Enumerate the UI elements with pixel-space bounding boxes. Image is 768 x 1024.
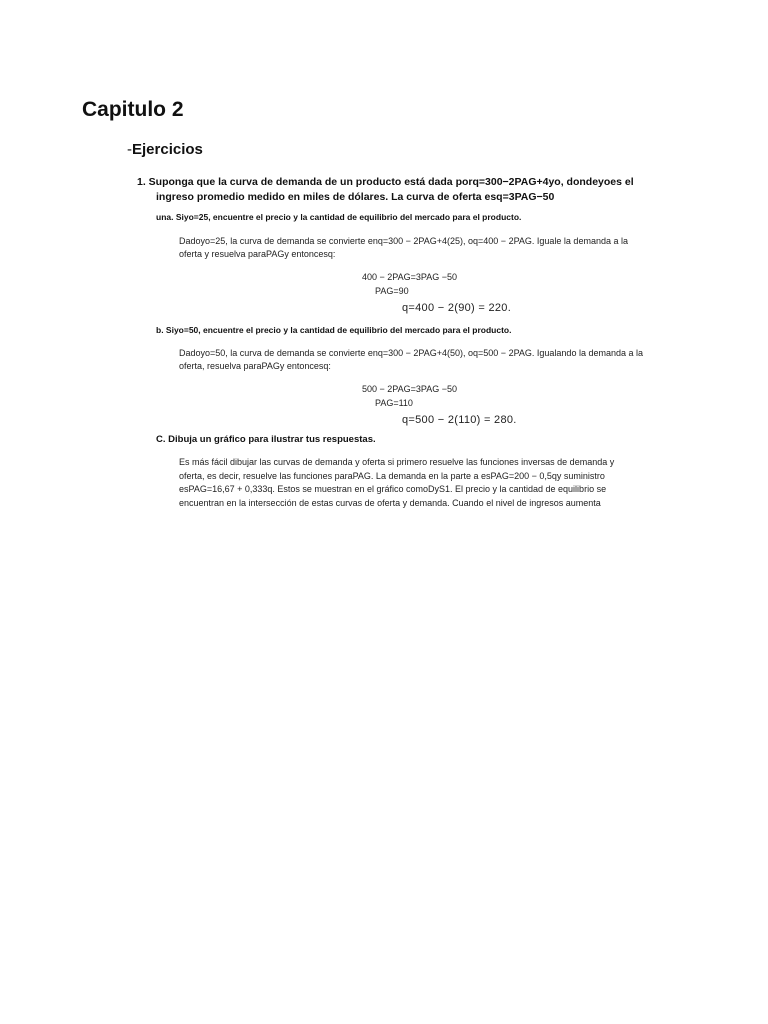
part-c-heading: C. Dibuja un gráfico para ilustrar tus respuestas. xyxy=(156,434,376,445)
part-a-para-line-2: oferta y resuelva paraPAGy entoncesq: xyxy=(179,248,336,259)
part-a-heading: una. Siyo=25, encuentre el precio y la cantidad de equilibrio del mercado para el producto. xyxy=(156,212,522,222)
part-b-para-line-2: oferta, resuelva paraPAGy entoncesq: xyxy=(179,360,331,371)
part-b-heading: b. Siyo=50, encuentre el precio y la cantidad de equilibrio del mercado para el producto. xyxy=(156,325,512,335)
part-c-paragraph xyxy=(179,456,699,510)
section-title xyxy=(127,141,203,158)
section-dash: - xyxy=(127,141,132,158)
part-b-equation-1: 500 − 2PAG=3PAG −50 xyxy=(362,384,457,394)
section-title-text: Ejercicios xyxy=(132,141,203,158)
problem-line-2: ingreso promedio medido en miles de dólares. La curva de oferta esq=3PAG−50 xyxy=(156,191,555,203)
part-c-para-line-2: oferta, es decir, resuelve las funciones paraPAG. La demanda en la parte a esPAG=200 − 0,5qy suministro xyxy=(179,470,605,481)
part-b-equation-2: PAG=110 xyxy=(375,398,413,408)
part-a-equation-2: PAG=90 xyxy=(375,286,409,296)
part-b-equation-3: q=500 − 2(110) = 280. xyxy=(402,414,517,426)
part-c-para-line-1: Es más fácil dibujar las curvas de demanda y oferta si primero resuelve las funciones inversas de demanda y xyxy=(179,457,615,467)
problem-line-1: 1. Suponga que la curva de demanda de un producto está dada porq=300−2PAG+4yo, dondeyoes el xyxy=(137,176,634,188)
part-a-paragraph xyxy=(179,235,699,260)
part-a-para-line-1: Dadoyo=25, la curva de demanda se convierte enq=300 − 2PAG+4(25), oq=400 − 2PAG. Iguale la demanda a la xyxy=(179,236,628,246)
part-b-para-line-1: Dadoyo=50, la curva de demanda se convierte enq=300 − 2PAG+4(50), oq=500 − 2PAG. Igualando la demanda a la xyxy=(179,348,643,358)
part-a-equation-3: q=400 − 2(90) = 220. xyxy=(402,302,512,314)
chapter-title: Capitulo 2 xyxy=(82,98,184,121)
part-c-para-line-4: encuentran en la intersección de estas curvas de oferta y demanda. Cuando el nivel de ingresos aumenta xyxy=(179,497,601,508)
part-a-equation-1: 400 − 2PAG=3PAG −50 xyxy=(362,272,457,282)
part-b-paragraph xyxy=(179,347,699,372)
problem-statement xyxy=(137,175,657,205)
part-c-para-line-3: esPAG=16,67 + 0,333q. Estos se muestran en el gráfico comoDyS1. El precio y la cantidad de equilibrio se xyxy=(179,484,607,494)
